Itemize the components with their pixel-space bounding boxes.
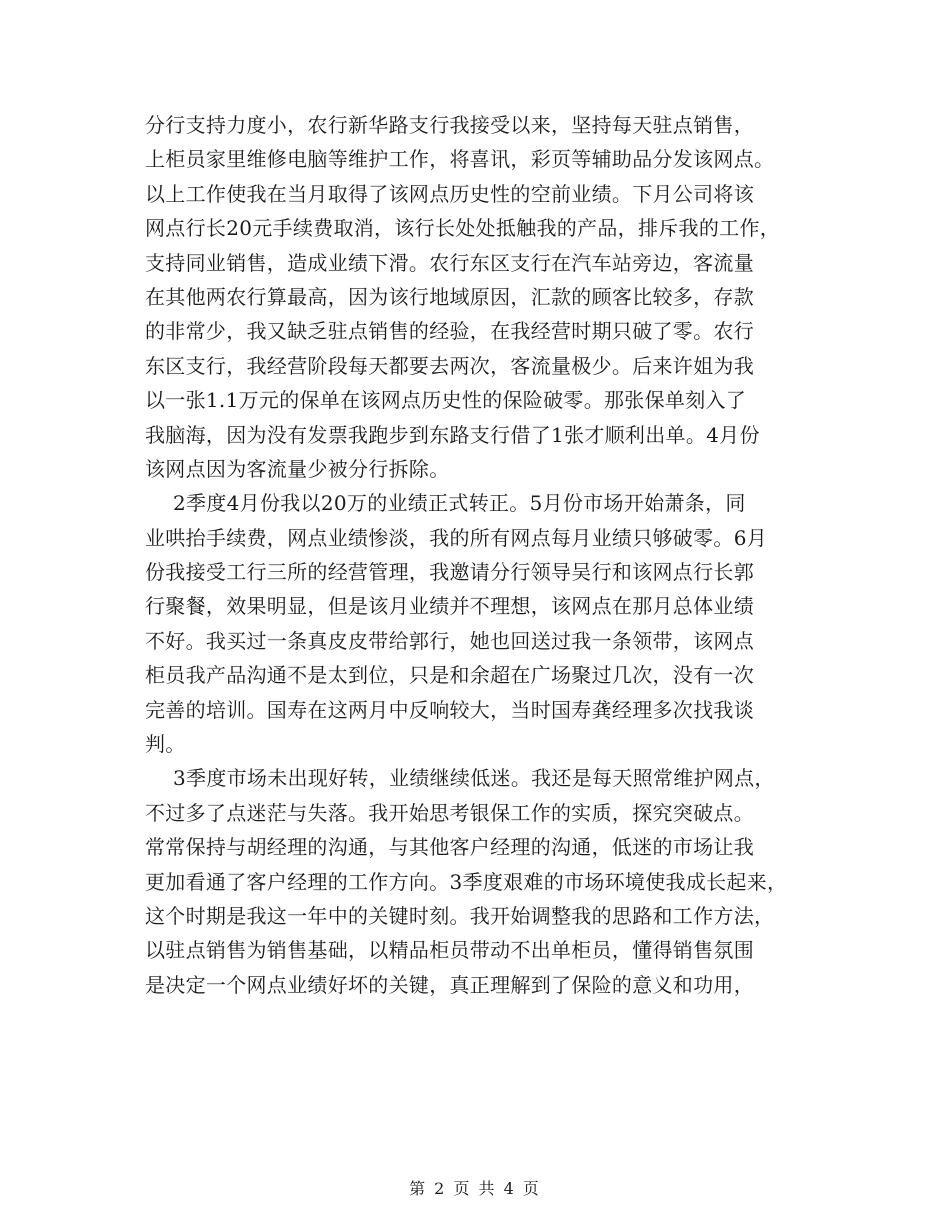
text-line-16: 不好。我买过一条真皮皮带给郭行，她也回送过我一条领带，该网点 xyxy=(145,628,754,653)
text-line-4: 网点行长20元手续费取消，该行长处处抵触我的产品，排斥我的工作， xyxy=(145,216,781,241)
text-line-25: 以驻点销售为销售基础，以精品柜员带动不出单柜员，懂得销售氛围 xyxy=(145,938,754,963)
text-line-17: 柜员我产品沟通不是太到位，只是和余超在广场聚过几次，没有一次 xyxy=(145,663,754,688)
text-line-18: 完善的培训。国寿在这两月中反响较大，当时国寿龚经理多次找我谈 xyxy=(145,697,754,722)
text-line-7: 的非常少，我又缺乏驻点销售的经验，在我经营时期只破了零。农行 xyxy=(145,319,754,344)
text-line-10: 我脑海，因为没有发票我跑步到东路支行借了1张才顺利出单。4月份 xyxy=(145,422,760,447)
text-line-9: 以一张1.1万元的保单在该网点历史性的保险破零。那张保单刻入了 xyxy=(145,388,747,413)
text-line-5: 支持同业销售，造成业绩下滑。农行东区支行在汽车站旁边，客流量 xyxy=(145,250,754,275)
document-body xyxy=(145,108,825,1002)
text-line-14: 份我接受工行三所的经营管理，我邀请分行领导吴行和该网点行长郭 xyxy=(145,560,754,585)
text-line-19: 判。 xyxy=(145,732,186,757)
text-line-22: 常常保持与胡经理的沟通，与其他客户经理的沟通，低迷的市场让我 xyxy=(145,835,754,860)
text-line-21: 不过多了点迷茫与失落。我开始思考银保工作的实质，探究突破点。 xyxy=(145,800,754,825)
text-line-2: 上柜员家里维修电脑等维护工作，将喜讯，彩页等辅助品分发该网点。 xyxy=(145,147,775,172)
text-line-11: 该网点因为客流量少被分行拆除。 xyxy=(145,456,450,481)
page-number-footer: 第 2 页 共 4 页 xyxy=(409,1179,541,1198)
text-line-1: 分行支持力度小，农行新华路支行我接受以来，坚持每天驻点销售， xyxy=(145,113,754,137)
text-line-15: 行聚餐，效果明显，但是该月业绩并不理想，该网点在那月总体业绩 xyxy=(145,594,754,619)
paragraph-3-first-line: 3季度市场未出现好转，业绩继续低迷。我还是每天照常维护网点， xyxy=(173,766,775,791)
text-line-3: 以上工作使我在当月取得了该网点历史性的空前业绩。下月公司将该 xyxy=(145,181,754,206)
text-line-13: 业哄抬手续费，网点业绩惨淡，我的所有网点每月业绩只够破零。6月 xyxy=(145,525,768,550)
text-line-24: 这个时期是我这一年中的关键时刻。我开始调整我的思路和工作方法， xyxy=(145,903,775,928)
text-line-6: 在其他两农行算最高，因为该行地域原因，汇款的顾客比较多，存款 xyxy=(145,284,754,309)
text-line-26: 是决定一个网点业绩好坏的关键，真正理解到了保险的意义和功用， xyxy=(145,972,754,997)
paragraph-2-first-line: 2季度4月份我以20万的业绩正式转正。5月份市场开始萧条，同 xyxy=(173,491,746,516)
text-line-8: 东区支行，我经营阶段每天都要去两次，客流量极少。后来许姐为我 xyxy=(145,353,754,378)
text-line-23: 更加看通了客户经理的工作方向。3季度艰难的市场环境使我成长起来， xyxy=(145,869,788,894)
